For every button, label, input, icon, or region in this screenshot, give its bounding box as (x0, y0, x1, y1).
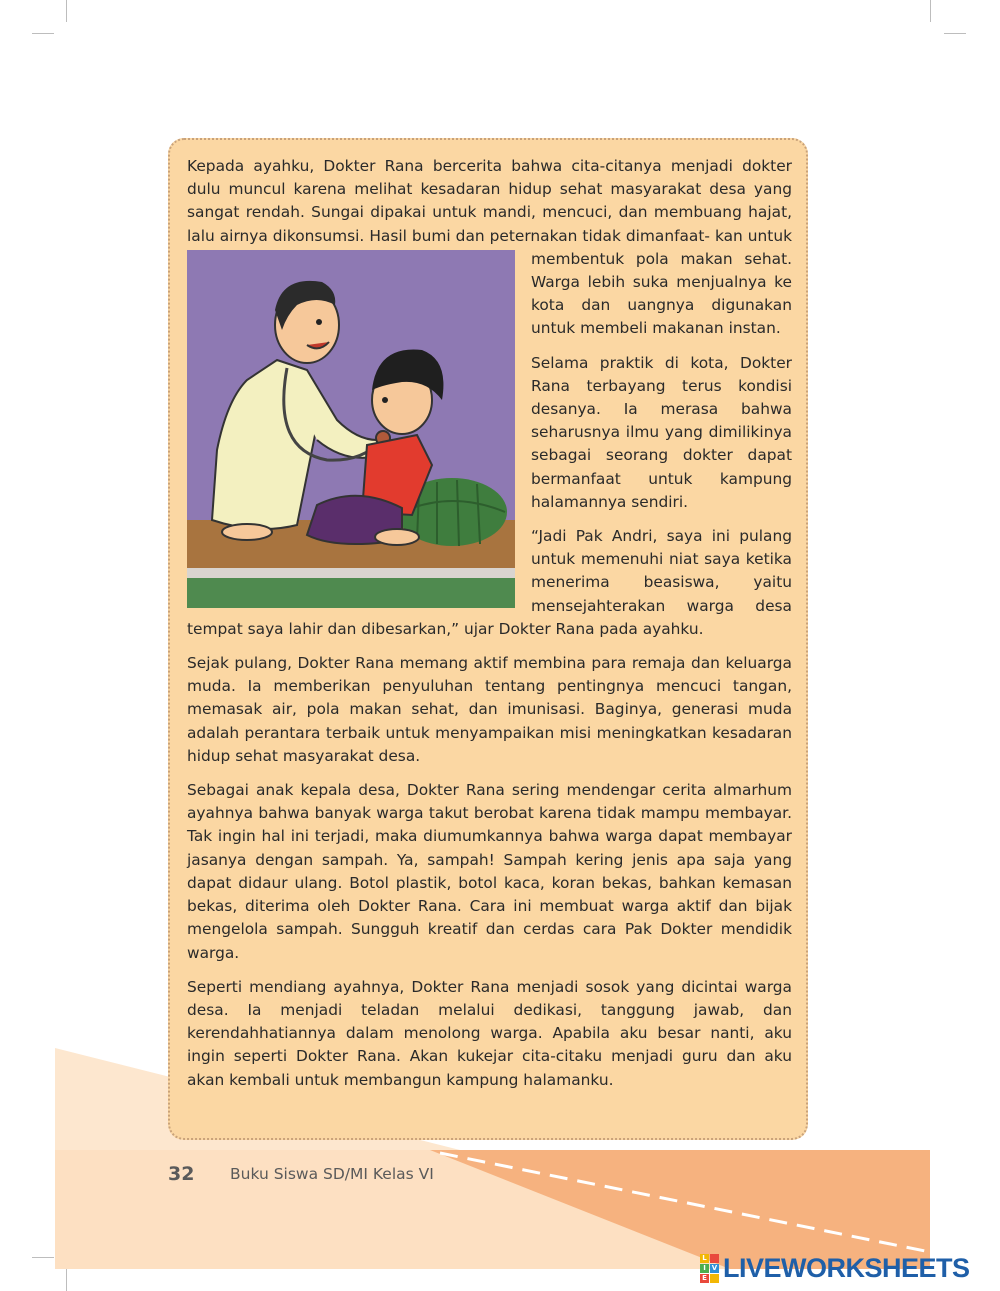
paragraph-3: “Jadi Pak Andri, saya ini pulang untuk memenuhi niat saya ketika menerima beasiswa, yaitu mensejahterakan warga desa tempat saya lahir dan dibesarkan,” ujar Dokter Rana pada ayahku. (187, 527, 792, 638)
logo-block: I (700, 1264, 709, 1273)
liveworksheets-logo (700, 1253, 970, 1283)
page-number: 32 (168, 1163, 195, 1185)
logo-block (710, 1274, 719, 1283)
paragraph-5: Sebagai anak kepala desa, Dokter Rana sering mendengar cerita almarhum ayahnya bahwa banyak warga takut berobat karena tidak mampu membayar. Tak ingin hal ini terjadi, maka diumumkannya bahwa warga dapat membayar jasanya dengan sampah. Ya, sampah! Sampah kering jenis apa saja yang dapat didaur ulang. Botol plastik, botol kaca, koran bekas, bahkan kemasan bekas, diterima oleh Dokter Rana. Cara ini membuat warga aktif dan bijak mengelola sampah. Sungguh kreatif dan cerdas cara Pak Dokter mendidik warga. (187, 781, 792, 962)
paragraph-6: Seperti mendiang ayahnya, Dokter Rana menjadi sosok yang dicintai warga desa. Ia menjadi teladan melalui dedikasi, tanggung jawab, dan kerendahhatiannya dalam menolong warga. Apabila aku besar nanti, aku ingin seperti Dokter Rana. Akan kukejar cita-citaku menjadi guru dan aku akan kembali untuk membangun kampung halamanku. (187, 977, 792, 1089)
logo-blocks (700, 1254, 719, 1283)
logo-block: E (700, 1274, 709, 1283)
logo-block: V (711, 1263, 718, 1272)
logo-block (710, 1254, 719, 1263)
story-box (168, 138, 808, 1140)
logo-block: L (700, 1254, 709, 1263)
paragraph-4: Sejak pulang, Dokter Rana memang aktif membina para remaja dan keluarga muda. Ia memberikan penyuluhan tentang pentingnya mencuci tangan, memasak air, pola makan sehat, dan imunisasi. Baginya, generasi muda adalah perantara terbaik untuk menyampaikan misi meningkatkan kesadaran hidup sehat masyarakat desa. (187, 654, 792, 765)
paragraph-2: Selama praktik di kota, Dokter Rana terbayang terus kondisi desanya. Ia merasa bahwa seharusnya ilmu yang dimilikinya sebagai seorang dokter dapat bermanfaat untuk kampung halamannya sendiri. (531, 353, 792, 511)
paragraph-1-lead: Kepada ayahku, Dokter Rana bercerita bahwa cita-citanya menjadi dokter dulu muncul karena melihat kesadaran hidup sehat masyarakat desa yang sangat rendah. Sungai dipakai untuk mandi, mencuci, dan membuang hajat, lalu airnya dikonsumsi. Hasil bumi dan peternakan tidak dimanfaat- (187, 157, 792, 245)
logo-text: LIVEWORKSHEETS (723, 1252, 970, 1283)
story-text (187, 155, 792, 1103)
illustration-doctor-examining-boy (187, 250, 515, 608)
book-title: Buku Siswa SD/MI Kelas VI (230, 1165, 434, 1183)
doctor-boy-illustration (187, 250, 515, 608)
paragraph-1-rest: kan untuk membentuk pola makan sehat. Warga lebih suka menjualnya ke kota dan uangnya digunakan untuk membeli makanan instan. (531, 226, 792, 338)
paragraph-1 (187, 155, 792, 341)
